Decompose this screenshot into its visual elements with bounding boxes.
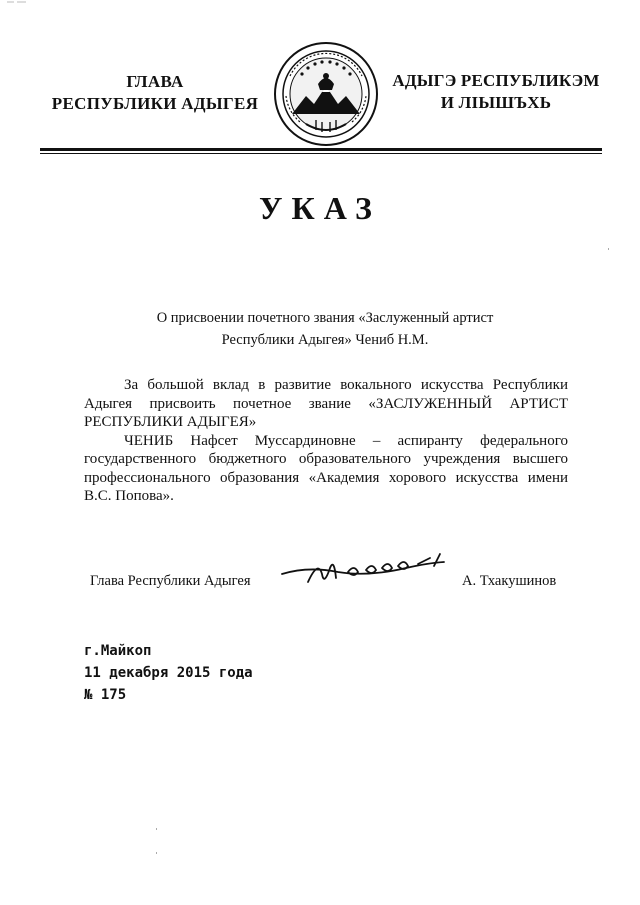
header-left (40, 71, 270, 115)
body-paragraph-1: За большой вклад в развитие вокального искусства Республики Адыгея присвоить почетное звание «ЗАСЛУЖЕННЫЙ АРТИСТ РЕСПУБЛИКИ АДЫГЕЯ» (84, 377, 568, 430)
footer-number: № 175 (84, 687, 127, 703)
document-body (84, 376, 568, 506)
header-right-line1: АДЫГЭ РЕСПУБЛИКЭМ (392, 71, 600, 90)
document-footer (84, 640, 253, 706)
signatory-position: Глава Республики Адыгея (90, 573, 251, 589)
coat-of-arms-emblem (272, 40, 380, 148)
scan-dot (156, 828, 157, 830)
body-paragraph-2: ЧЕНИБ Нафсет Муссардиновне – аспиранту федерального государственного бюджетного образовательного учреждения высшего профессионального образования «Академия хорового искусства имени В.С. Попова». (84, 432, 568, 504)
header-rule-thick (40, 148, 602, 151)
subject-line2: Республики Адыгея» Чениб Н.М. (221, 332, 429, 348)
document-subject (110, 307, 540, 351)
subject-line1: О присвоении почетного звания «Заслуженный артист (156, 310, 494, 326)
handwritten-signature (278, 546, 448, 596)
header-right (380, 70, 612, 114)
scan-artifact-mark (6, 0, 28, 4)
signatory-name: А. Тхакушинов (462, 573, 557, 589)
header-left-line2: РЕСПУБЛИКИ АДЫГЕЯ (51, 94, 259, 113)
scan-dot (608, 248, 609, 250)
header-left-line1: ГЛАВА (126, 72, 184, 91)
header-right-line2: И ЛІЫШЪХЬ (440, 93, 552, 112)
header-rule-thin (40, 153, 602, 154)
footer-place: г.Майкоп (84, 643, 152, 659)
footer-date: 11 декабря 2015 года (84, 665, 253, 681)
document-title: УКАЗ (259, 190, 381, 226)
scan-dot (156, 852, 157, 854)
